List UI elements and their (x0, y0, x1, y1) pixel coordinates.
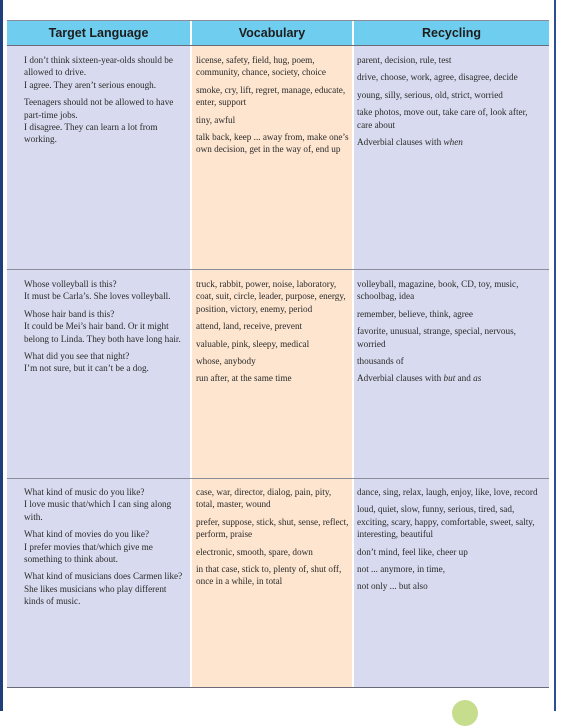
vocabulary-line: attend, land, receive, prevent (196, 321, 303, 332)
row-divider-2 (7, 478, 549, 479)
recycling-line: remember, believe, think, agree (357, 308, 473, 319)
row-1-target-cell (24, 54, 186, 151)
recycling-line: loud, quiet, slow, funny, serious, tired, sad, exciting, scary, happy, comfortable, sweet, salty, interesting, beautiful (357, 504, 535, 540)
row-divider-1 (7, 269, 549, 270)
page-rule-right (554, 0, 556, 711)
target-line: What did you see that night? (24, 351, 130, 362)
target-line: What kind of music do you like? (24, 487, 145, 497)
vocabulary-line: talk back, keep ... away from, make one’s own decision, get in the way of, end up (196, 132, 349, 155)
row-1-recycling-cell (357, 54, 545, 153)
row-3-vocabulary-cell (196, 486, 350, 593)
recycling-line: Adverbial clauses with when (357, 137, 463, 148)
target-line: What kind of musicians does Carmen like? (24, 571, 183, 582)
vocabulary-line: license, safety, field, hug, poem, community, chance, society, choice (196, 55, 326, 78)
target-line: I love music that/which I can sing along with. (24, 499, 172, 522)
header-vocabulary: Vocabulary (192, 20, 352, 45)
row-2-recycling-cell (357, 278, 545, 390)
recycling-line: volleyball, magazine, book, CD, toy, music, schoolbag, idea (357, 279, 519, 302)
table-top-rule (7, 20, 549, 21)
recycling-line: not ... anymore, in time, (357, 564, 446, 575)
vocabulary-line: case, war, director, dialog, pain, pity, total, master, wound (196, 487, 332, 510)
recycling-line: young, silly, serious, old, strict, worried (357, 89, 503, 100)
vocabulary-line: prefer, suppose, stick, shut, sense, reflect, perform, praise (196, 516, 349, 540)
vocabulary-line: whose, anybody (196, 356, 256, 367)
row-2-target-cell (24, 278, 186, 380)
recycling-line: thousands of (357, 356, 404, 367)
target-line: It must be Carla’s. She loves volleyball. (24, 291, 171, 302)
target-line: Whose hair band is this? (24, 308, 115, 319)
page-corner-mark (452, 700, 478, 726)
recycling-line: don’t mind, feel like, cheer up (357, 546, 468, 557)
target-line: What kind of movies do you like? (24, 529, 150, 540)
recycling-line: take photos, move out, take care of, look after, care about (357, 107, 528, 130)
target-line: Whose volleyball is this? (24, 279, 117, 289)
recycling-line: not only ... but also (357, 581, 428, 592)
recycling-line: dance, sing, relax, laugh, enjoy, like, love, record (357, 487, 538, 497)
target-line: I disagree. They can learn a lot from working. (24, 122, 158, 145)
header-recycling: Recycling (354, 20, 549, 45)
vocabulary-line: run after, at the same time (196, 373, 292, 384)
target-line: I prefer movies that/which give me something to think about. (24, 541, 153, 565)
vocabulary-line: smoke, cry, lift, regret, manage, educate, enter, support (196, 84, 346, 108)
target-line: I don’t think sixteen-year-olds should be allowed to drive. (24, 55, 173, 78)
target-line: She likes musicians who play different kinds of music. (24, 583, 167, 607)
vocabulary-line: tiny, awful (196, 114, 236, 125)
vocabulary-line: valuable, pink, sleepy, medical (196, 338, 310, 349)
recycling-line: parent, decision, rule, test (357, 55, 452, 65)
header-rule (7, 45, 549, 46)
row-3-recycling-cell (357, 486, 545, 598)
page-edge-left (0, 0, 3, 711)
table-bottom-rule (7, 687, 549, 688)
vocabulary-line: truck, rabbit, power, noise, laboratory, coat, suit, circle, leader, purpose, energy, position, victory, enemy, period (196, 279, 346, 314)
vocabulary-line: in that case, stick to, plenty of, shut off, once in a while, in total (196, 564, 342, 587)
recycling-line: Adverbial clauses with but and as (357, 373, 482, 384)
row-3-target-cell (24, 486, 186, 613)
target-line: I’m not sure, but it can’t be a dog. (24, 363, 149, 374)
recycling-line: favorite, unusual, strange, special, nervous, worried (357, 326, 516, 349)
target-line: It could be Mei’s hair band. Or it might belong to Linda. They both have long hair. (24, 321, 181, 344)
language-table (7, 20, 549, 688)
target-line: I agree. They aren’t serious enough. (24, 79, 157, 90)
recycling-line: drive, choose, work, agree, disagree, decide (357, 72, 518, 83)
row-2-vocabulary-cell (196, 278, 350, 390)
target-line: Teenagers should not be allowed to have part-time jobs. (24, 97, 174, 120)
row-1-vocabulary-cell (196, 54, 350, 161)
header-target-language: Target Language (7, 20, 190, 45)
vocabulary-line: electronic, smooth, spare, down (196, 546, 313, 557)
